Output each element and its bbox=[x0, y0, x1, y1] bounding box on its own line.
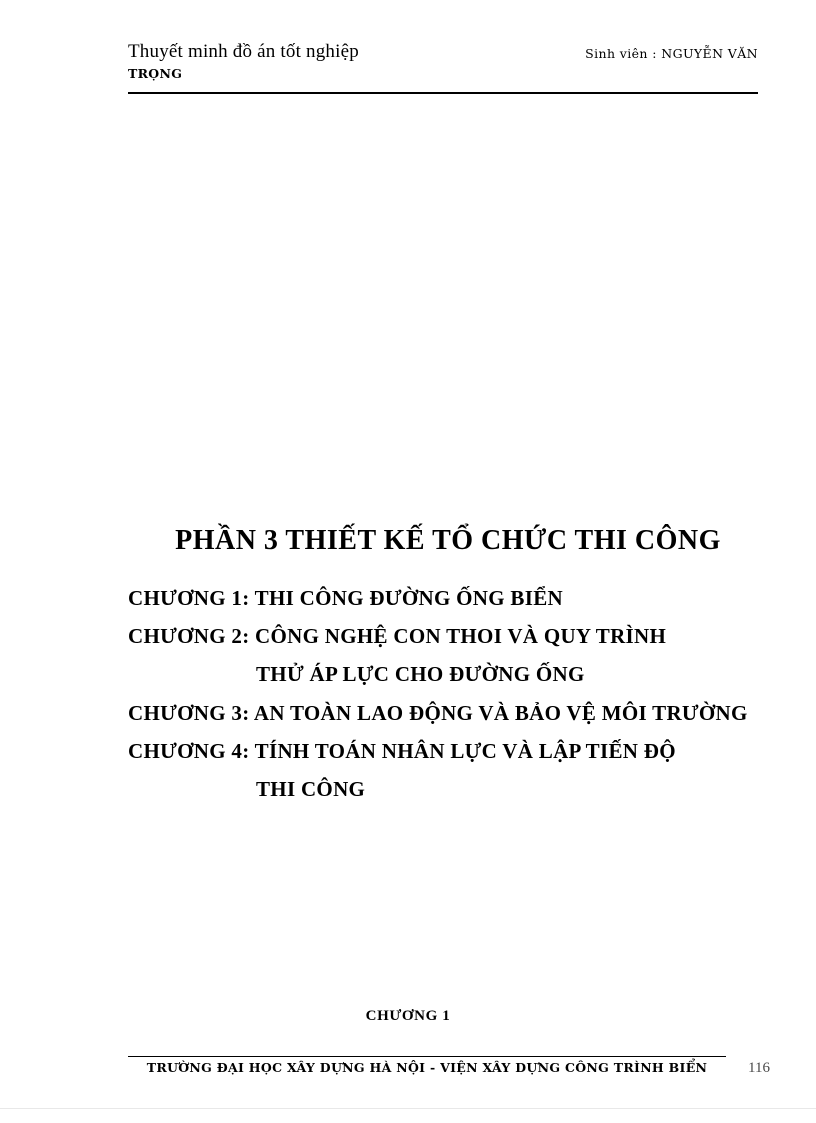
footer-institution: TRƯỜNG ĐẠI HỌC XÂY DỰNG HÀ NỘI - VIỆN XÂY DỰNG CÔNG TRÌNH BIỂN bbox=[146, 1060, 708, 1075]
page-content bbox=[128, 525, 768, 808]
header-document-title: Thuyết minh đồ án tốt nghiệp bbox=[128, 41, 359, 62]
header-row bbox=[128, 40, 758, 64]
footer-divider bbox=[128, 1056, 726, 1057]
page-title: PHẦN 3 THIẾT KẾ TỔ CHỨC THI CÔNG bbox=[175, 525, 721, 556]
header-student-info bbox=[585, 40, 758, 61]
list-item: CHƯƠNG 2: CÔNG NGHỆ CON THOI VÀ QUY TRÌNH bbox=[128, 624, 667, 649]
header-student-label: Sinh viên : bbox=[585, 46, 657, 61]
chapter-list bbox=[128, 579, 768, 808]
list-item: CHƯƠNG 3: AN TOÀN LAO ĐỘNG VÀ BẢO VỆ MÔI TRƯỜNG bbox=[128, 700, 748, 725]
page-number: 116 bbox=[748, 1060, 770, 1076]
list-item: CHƯƠNG 1: THI CÔNG ĐƯỜNG ỐNG BIỂN bbox=[128, 586, 563, 610]
list-item: THI CÔNG bbox=[256, 777, 366, 802]
list-item: THỬ ÁP LỰC CHO ĐƯỜNG ỐNG bbox=[256, 662, 585, 687]
header-divider bbox=[128, 92, 758, 94]
list-item: CHƯƠNG 4: TÍNH TOÁN NHÂN LỰC VÀ LẬP TIẾN ĐỘ bbox=[128, 738, 676, 763]
header-student-name-continued: TRỌNG bbox=[128, 65, 183, 81]
footer-chapter-label: CHƯƠNG 1 bbox=[365, 1008, 451, 1024]
page-header bbox=[128, 40, 758, 81]
page-bottom-edge bbox=[0, 1108, 816, 1123]
header-student-name: NGUYỄN VĂN bbox=[661, 46, 758, 61]
